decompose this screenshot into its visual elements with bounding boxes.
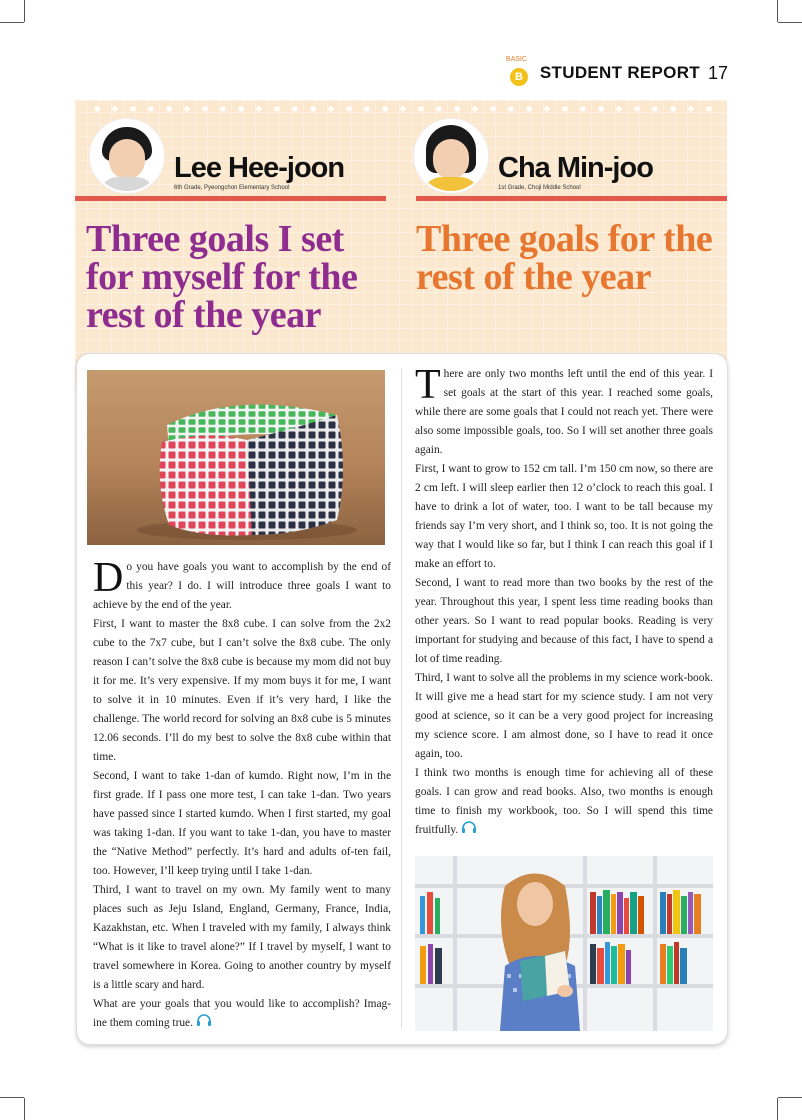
section-label: STUDENT REPORT [539,63,700,82]
page-header [506,58,728,88]
rubiks-cube-photo [87,370,385,545]
paragraph [415,764,713,840]
dot-strip [88,104,718,114]
article-body-right [415,362,713,840]
divider-rule [416,196,727,201]
paragraph: First, I want to master the 8x8 cube. I can solve from the 2x2 cube to the 7x7 cube, but I can’t solve the 8x8 cube. The only reason I can’t solve the 8x8 cube is because my mom did not buy it for me. It’s very expensive. If my mom buys it for me, I want to solve it in 10 minutes. Even if it’s very hard, I like the challenge. The world record for solving an 8x8 cube is 5 minutes 12.06 seconds. I’ll do my best to solve the 8x8 cube within that time. [93,618,391,763]
paragraph: Second, I want to read more than two books by the rest of the year. Throughout this year, I spent less time reading books than other years. So I want to read popular books. Reading is very important for studying and because of this fact, I have to spend a lot of time reading. [415,577,713,665]
girl-reading-photo [415,856,713,1031]
crop-mark [777,0,778,22]
basic-badge-icon [506,58,532,88]
article-title-left: Three goals I set for myself for the rest of the year [86,218,358,336]
crop-mark [0,22,24,23]
paragraph: o you have goals you want to accomplish by the end of this year? I do. I will introduce three goals I want to achieve by the end of the year. [93,561,391,611]
page-number: 17 [707,62,728,83]
headphones-icon[interactable] [461,821,477,840]
crop-mark [777,1098,778,1120]
divider-rule [75,196,386,201]
author-name: Lee Hee-joon [174,152,345,184]
drop-cap: D [93,555,124,601]
article-title-right: Three goals for the rest of the year [416,218,713,298]
badge-top-text: BASIC [505,56,527,63]
crop-mark [778,22,802,23]
paragraph: Second, I want to take 1-dan of kumdo. Right now, I’m in the first grade. If I pass one more test, I can take 1-dan. Two years have passed since I started kumdo. When I first started, my goal was taking 1-dan. If you want to take 1-dan, you have to master the “Native Method” perfectly. It’s hard and adults of-ten fail, too. However, I’ll keep trying until I take 1-dan. [93,770,391,877]
author-name: Cha Min-joo [498,152,653,184]
column-divider [401,368,402,1028]
paragraph: Third, I want to travel on my own. My family went to many places such as Jeju Island, England, Germany, France, India, Kazakhstan, etc. When I traveled with my family, I always think “What is it like to travel alone?” If I travel by myself, I want to travel somewhere in Korea. Going to another country by myself is a little scary and hard. [93,884,391,991]
crop-mark [24,1098,25,1120]
paragraph-text: What are your goals that you would like to accomplish? Imag-ine them coming true. [93,998,391,1030]
author-left [90,119,344,193]
crop-mark [778,1097,802,1098]
author-school: 1st Grade, Choji Middle School [498,185,581,191]
crop-mark [0,1097,24,1098]
avatar-boy [90,119,164,193]
drop-cap: T [415,362,441,408]
author-right [414,119,653,193]
paragraph: Third, I want to solve all the problems in my science work-book. It will give me a head start for my science study. I am not very good at science, so it can be a very good project for increasing my science score. I am almost done, so I have to read it once again, too. [415,672,713,760]
paragraph: here are only two months left until the end of this year. I set goals at the start of this year. I reached some goals, while there are some goals that I could not reach yet. There were also some impossible goals, too. So I will set another three goals again. [415,368,713,456]
badge-letter: B [510,68,528,86]
article-body-left [93,555,391,1033]
crop-mark [24,0,25,22]
paragraph [93,995,391,1033]
paragraph: First, I want to grow to 152 cm tall. I’m 150 cm now, so there are 2 cm left. I will sleep earlier then 12 o’clock to reach this goal. I have to drink a lot of water, too. I want to be tall because my friends say I’m very short, and I think so, too. It is not going the way that I would like so far, but I think I can reach this goal if I make an effort to. [415,463,713,570]
avatar-girl [414,119,488,193]
author-school: 6th Grade, Pyeongchon Elementary School [174,185,290,191]
headphones-icon[interactable] [196,1014,212,1033]
paragraph-text: I think two months is enough time for achieving all of these goals. I can grow and read books. Also, two months is enough time to finish my workbook, too. So I will spend this time fruitfully. [415,767,713,837]
